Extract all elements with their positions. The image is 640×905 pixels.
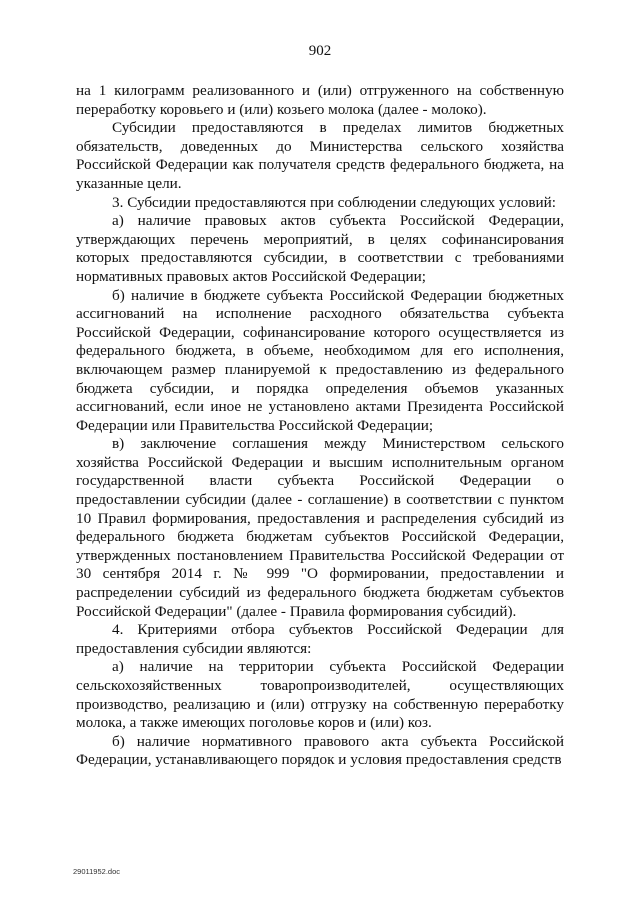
paragraph-clause-4a: а) наличие на территории субъекта Российской Федерации сельскохозяйственных товаропроизводителей, осуществляющих производство, реализацию и (или) отгрузку на собственную переработку молока, а также имеющих поголовье коров и (или) коз.: [76, 658, 564, 732]
paragraph-clause-3c: в) заключение соглашения между Министерством сельского хозяйства Российской Федерации и высшим исполнительным органом государственной власти субъекта Российской Федерации о предоставлении субсидии (далее - соглашение) в соответствии с пунктом 10 Правил формирования, предоставления и распределения субсидий из федерального бюджета бюджетам субъектов Российской Федерации, утвержденных постановлением Правительства Российской Федерации от 30 сентября 2014 г. № 999 "О формировании, предоставлении и распределении субсидий из федерального бюджета бюджетам субъектов Российской Федерации" (далее - Правила формирования субсидий).: [76, 435, 564, 620]
paragraph-clause-3a: а) наличие правовых актов субъекта Российской Федерации, утверждающих перечень мероприятий, в целях софинансирования которых предоставляются субсидии, в соответствии с требованиями нормативных правовых актов Российской Федерации;: [76, 212, 564, 285]
paragraph-clause-4: 4. Критериями отбора субъектов Российской Федерации для предоставления субсидии являются:: [76, 621, 564, 657]
paragraph-clause-3: 3. Субсидии предоставляются при соблюдении следующих условий:: [112, 193, 557, 211]
paragraph-continuation: на 1 килограмм реализованного и (или) отгруженного на собственную переработку коровьего и (или) козьего молока (далее - молоко).: [76, 82, 564, 118]
document-body: [76, 82, 564, 770]
page-number: 902: [308, 43, 332, 59]
footer-filename: 29011952.doc: [73, 867, 120, 876]
paragraph-clause-4b: б) наличие нормативного правового акта субъекта Российской Федерации, устанавливающего порядок и условия предоставления средств: [76, 732, 564, 769]
paragraph-clause-3b: б) наличие в бюджете субъекта Российской Федерации бюджетных ассигнований на исполнение расходного обязательства субъекта Российской Федерации, софинансирование которого осуществляется из федерального бюджета, в объеме, необходимом для его исполнения, включающем размер планируемой к предоставлению из федерального бюджета субсидии, и порядка определения объемов указанных ассигнований, если иное не установлено актами Президента Российской Федерации или Правительства Российской Федерации;: [76, 286, 564, 434]
paragraph-subsidy-limits: Субсидии предоставляются в пределах лимитов бюджетных обязательств, доведенных до Министерства сельского хозяйства Российской Федерации как получателя средств федерального бюджета, на указанные цели.: [76, 119, 564, 192]
